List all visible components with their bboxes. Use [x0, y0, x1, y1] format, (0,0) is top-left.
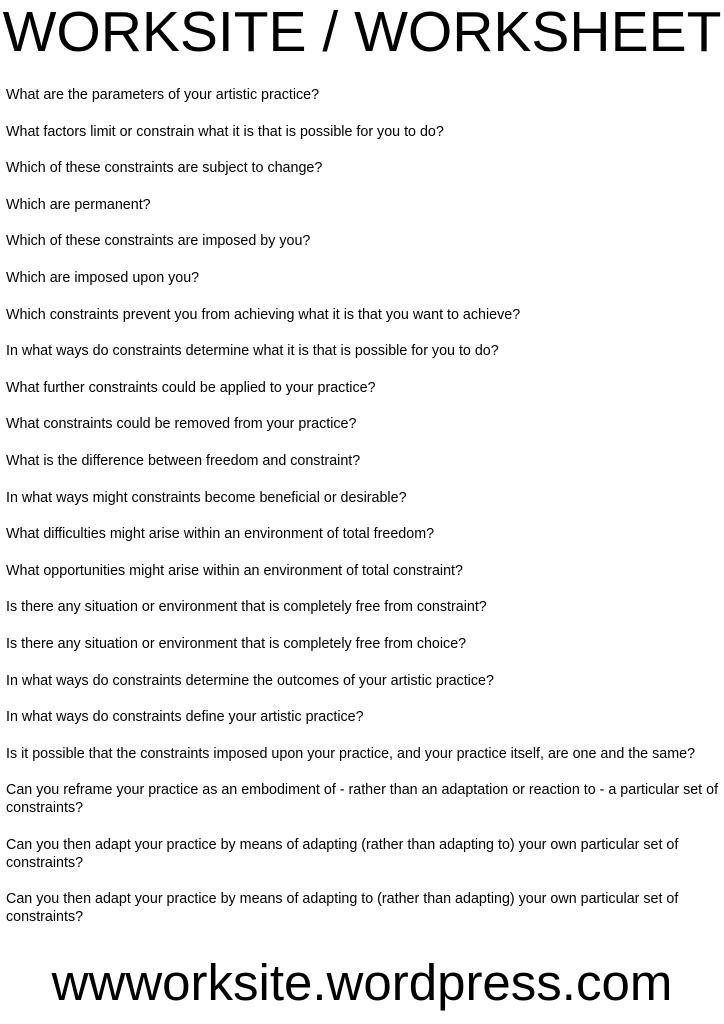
- question-item: In what ways do constraints determine the outcomes of your artistic practice?: [6, 672, 494, 689]
- question-item: In what ways do constraints determine what it is that is possible for you to do?: [6, 343, 499, 360]
- question-list: [6, 86, 720, 945]
- footer-website: wwworksite.wordpress.com: [51, 954, 673, 1011]
- question-item: Is there any situation or environment that is completely free from constraint?: [6, 599, 487, 616]
- question-item: Is there any situation or environment that is completely free from choice?: [6, 635, 467, 652]
- question-item: Which of these constraints are subject to change?: [6, 160, 323, 177]
- question-item: In what ways might constraints become beneficial or desirable?: [6, 489, 407, 506]
- question-item: What are the parameters of your artistic practice?: [6, 87, 320, 103]
- page-title: WORKSITE / WORKSHEET: [2, 0, 722, 64]
- question-item: Is it possible that the constraints imposed upon your practice, and your practice itself, are one and the same?: [6, 745, 696, 762]
- question-item: What constraints could be removed from your practice?: [6, 416, 357, 433]
- question-item: What further constraints could be applied to your practice?: [6, 379, 376, 396]
- question-item: In what ways do constraints define your artistic practice?: [6, 709, 364, 726]
- question-item: Which constraints prevent you from achieving what it is that you want to achieve?: [6, 306, 521, 323]
- question-item: Which are imposed upon you?: [6, 269, 200, 286]
- question-item: Which of these constraints are imposed by you?: [6, 233, 311, 250]
- question-item: What is the difference between freedom and constraint?: [6, 452, 361, 469]
- question-item: What difficulties might arise within an environment of total freedom?: [6, 526, 435, 543]
- question-item: What opportunities might arise within an environment of total constraint?: [6, 562, 463, 579]
- question-item: Can you reframe your practice as an embodiment of - rather than an adaptation or reaction to - a particular set of constraints?: [6, 782, 719, 817]
- question-item: Can you then adapt your practice by means of adapting (rather than adapting to) your own particular set of constraints?: [6, 836, 679, 871]
- question-item: Can you then adapt your practice by means of adapting to (rather than adapting) your own particular set of constraints?: [6, 891, 679, 926]
- question-item: Which are permanent?: [6, 196, 151, 213]
- question-item: What factors limit or constrain what it is that is possible for you to do?: [6, 123, 444, 140]
